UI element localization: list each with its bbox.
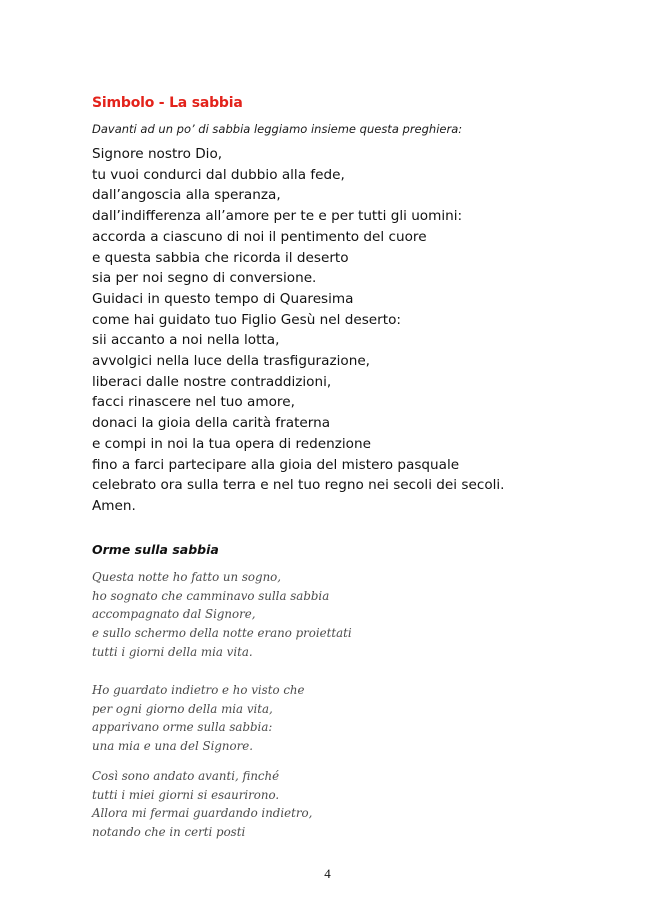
prayer-line: donaci la gioia della carità fraterna bbox=[92, 415, 331, 432]
prayer-line: liberaci dalle nostre contraddizioni, bbox=[92, 373, 332, 390]
poem-line: Così sono andato avanti, finché bbox=[92, 769, 280, 783]
poem-title: Orme sulla sabbia bbox=[92, 542, 219, 557]
poem-line: Ho guardato indietro e ho visto che bbox=[92, 683, 305, 697]
prayer-line: sii accanto a noi nella lotta, bbox=[92, 332, 280, 349]
poem-line: una mia e una del Signore. bbox=[92, 739, 253, 754]
poem-stanza bbox=[92, 767, 312, 842]
prayer-line: come hai guidato tuo Figlio Gesù nel deserto: bbox=[92, 311, 401, 328]
poem-line: notando che in certi posti bbox=[92, 825, 246, 840]
prayer-line: dall’angoscia alla speranza, bbox=[92, 187, 281, 204]
prayer-line: Signore nostro Dio, bbox=[92, 146, 223, 162]
prayer-line: Guidaci in questo tempo di Quaresima bbox=[92, 290, 354, 307]
intro-text: Davanti ad un po’ di sabbia leggiamo insieme questa preghiera: bbox=[92, 122, 463, 136]
poem-line: tutti i miei giorni si esaurirono. bbox=[92, 787, 280, 802]
poem-stanza bbox=[92, 681, 305, 756]
poem-line: Questa notte ho fatto un sogno, bbox=[92, 570, 282, 584]
prayer-line: e compi in noi la tua opera di redenzione bbox=[92, 435, 371, 452]
prayer-line: tu vuoi condurci dal dubbio alla fede, bbox=[92, 166, 345, 183]
poem-line: ho sognato che camminavo sulla sabbia bbox=[92, 588, 330, 603]
prayer-line: sia per noi segno di conversione. bbox=[92, 270, 317, 287]
page-number: 4 bbox=[324, 866, 331, 881]
prayer-line: celebrato ora sulla terra e nel tuo regno nei secoli dei secoli. bbox=[92, 477, 505, 494]
prayer-line: fino a farci partecipare alla gioia del mistero pasquale bbox=[92, 456, 460, 473]
poem-line: accompagnato dal Signore, bbox=[92, 607, 256, 622]
prayer-line: e questa sabbia che ricorda il deserto bbox=[92, 249, 349, 266]
prayer-line: accorda a ciascuno di noi il pentimento del cuore bbox=[92, 228, 427, 245]
prayer-line: Amen. bbox=[92, 497, 136, 514]
prayer-line: avvolgici nella luce della trasfigurazione, bbox=[92, 353, 371, 370]
prayer-line: dall’indifferenza all’amore per te e per tutti gli uomini: bbox=[92, 208, 463, 225]
section-title: Simbolo - La sabbia bbox=[92, 95, 243, 111]
poem-line: tutti i giorni della mia vita. bbox=[92, 644, 253, 659]
prayer-line: facci rinascere nel tuo amore, bbox=[92, 394, 295, 411]
poem-line: Allora mi fermai guardando indietro, bbox=[92, 806, 313, 821]
poem-line: per ogni giorno della mia vita, bbox=[92, 701, 273, 716]
poem-line: apparivano orme sulla sabbia: bbox=[92, 720, 273, 735]
poem-line: e sullo schermo della notte erano proiettati bbox=[92, 626, 352, 641]
prayer-text bbox=[92, 144, 505, 517]
poem-stanza bbox=[92, 568, 352, 662]
